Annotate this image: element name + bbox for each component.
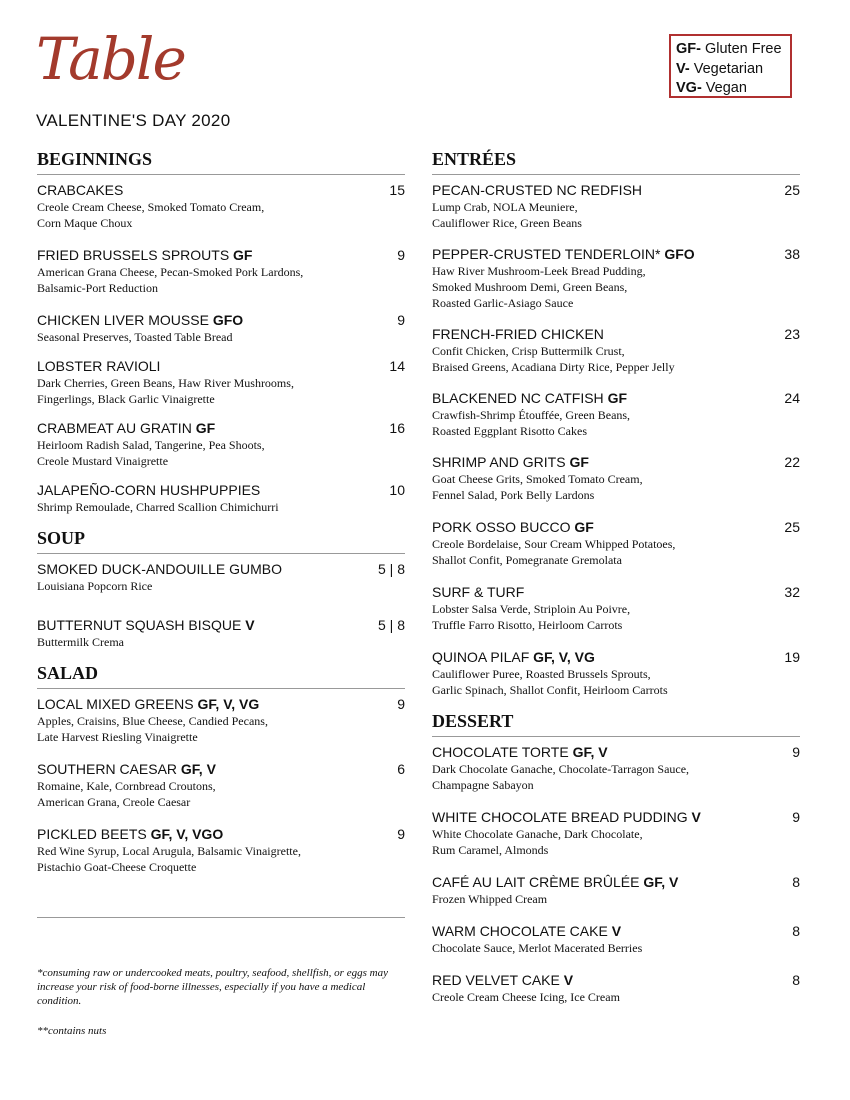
dish-description (432, 826, 800, 858)
dish-name-wrap (432, 325, 604, 343)
dish-description (37, 264, 405, 296)
dish-name: SMOKED DUCK-ANDOUILLE GUMBO (37, 561, 283, 577)
description-line: Braised Greens, Acadiana Dirty Rice, Pepper Jelly (432, 360, 675, 374)
menu-subtitle: VALENTINE'S DAY 2020 (36, 111, 231, 130)
dish-name-wrap (432, 922, 621, 940)
dietary-tags: GF (233, 247, 253, 263)
menu-item (37, 357, 405, 407)
dietary-tags: V (563, 972, 574, 988)
legend-row-v: V- Vegetarian (676, 60, 764, 77)
dietary-tags: GF, V (180, 761, 216, 777)
dietary-tags: GF, V, VG (197, 696, 260, 712)
dietary-tags: GF, V, VGO (150, 826, 224, 842)
dish-description (37, 329, 405, 345)
menu-item-header (432, 325, 800, 343)
menu-item-header (432, 453, 800, 471)
dish-price: 6 (397, 761, 405, 777)
section-title: BEGINNINGS (37, 148, 405, 175)
description-line: Cauliflower Puree, Roasted Brussels Sprouts, (432, 667, 651, 681)
description-line: Dark Cherries, Green Beans, Haw River Mushrooms, (37, 376, 294, 390)
menu-item (432, 808, 800, 858)
description-line: Romaine, Kale, Cornbread Croutons, (37, 779, 216, 793)
dish-name: WHITE CHOCOLATE BREAD PUDDING (432, 809, 688, 825)
dietary-tags: V (611, 923, 622, 939)
menu-item (432, 518, 800, 568)
dish-price: 32 (784, 584, 800, 600)
dish-name-wrap (37, 311, 243, 329)
menu-item-header (432, 808, 800, 826)
dish-price: 9 (792, 809, 800, 825)
dish-price: 19 (784, 649, 800, 665)
dish-name: PORK OSSO BUCCO (432, 519, 571, 535)
menu-section-salad (37, 662, 405, 875)
dish-name: CRABCAKES (37, 182, 124, 198)
dish-price: 10 (389, 482, 405, 498)
dish-price: 8 (792, 874, 800, 890)
description-line: Roasted Eggplant Risotto Cakes (432, 424, 587, 438)
dish-description (432, 989, 800, 1005)
description-line: Fennel Salad, Pork Belly Lardons (432, 488, 595, 502)
dish-name: QUINOA PILAF (432, 649, 530, 665)
dish-price: 25 (784, 519, 800, 535)
dish-name: CAFÉ AU LAIT CRÈME BRÛLÉE (432, 874, 640, 890)
dish-name: SURF & TURF (432, 584, 525, 600)
dish-price: 14 (389, 358, 405, 374)
dish-name: CHICKEN LIVER MOUSSE (37, 312, 209, 328)
dish-name: BUTTERNUT SQUASH BISQUE (37, 617, 242, 633)
dish-name-wrap (37, 419, 215, 437)
menu-item (432, 181, 800, 231)
menu-item (432, 325, 800, 375)
description-line: Rum Caramel, Almonds (432, 843, 549, 857)
dish-price: 5 | 8 (378, 617, 405, 633)
description-line: Smoked Mushroom Demi, Green Beans, (432, 280, 628, 294)
menu-item (37, 616, 405, 650)
dish-name: WARM CHOCOLATE CAKE (432, 923, 608, 939)
restaurant-logo: Table (36, 25, 185, 93)
dish-name: SHRIMP AND GRITS (432, 454, 566, 470)
description-line: Goat Cheese Grits, Smoked Tomato Cream, (432, 472, 643, 486)
menu-item-header (432, 873, 800, 891)
menu-item-header (37, 181, 405, 199)
description-line: Louisiana Popcorn Rice (37, 579, 153, 593)
dish-name: CRABMEAT AU GRATIN (37, 420, 192, 436)
menu-item-header (37, 560, 405, 578)
dish-name: BLACKENED NC CATFISH (432, 390, 604, 406)
description-line: Red Wine Syrup, Local Arugula, Balsamic Vinaigrette, (37, 844, 301, 858)
description-line: White Chocolate Ganache, Dark Chocolate, (432, 827, 643, 841)
dietary-tags: GFO (212, 312, 244, 328)
dish-name-wrap (432, 518, 594, 536)
menu-item (432, 971, 800, 1005)
dish-name-wrap (432, 389, 627, 407)
dish-price: 8 (792, 972, 800, 988)
dish-name-wrap (37, 695, 259, 713)
dietary-tags: GF (607, 390, 628, 406)
description-line: Frozen Whipped Cream (432, 892, 548, 906)
menu-item-header (37, 357, 405, 375)
dish-description (37, 437, 405, 469)
dietary-legend (669, 34, 792, 98)
dish-description (432, 407, 800, 439)
description-line: Shallot Confit, Pomegranate Gremolata (432, 553, 622, 567)
dish-name: SOUTHERN CAESAR (37, 761, 178, 777)
dish-price: 25 (784, 182, 800, 198)
dietary-tags: GF, V (643, 874, 679, 890)
description-line: Creole Mustard Vinaigrette (37, 454, 169, 468)
dish-description (432, 940, 800, 956)
menu-item (37, 560, 405, 594)
dish-name: LOBSTER RAVIOLI (37, 358, 161, 374)
menu-item-header (37, 419, 405, 437)
dish-price: 24 (784, 390, 800, 406)
dish-name-wrap (37, 760, 216, 778)
description-line: Creole Bordelaise, Sour Cream Whipped Potatoes, (432, 537, 676, 551)
menu-item (432, 583, 800, 633)
dish-name-wrap (37, 560, 282, 578)
dish-price: 9 (397, 696, 405, 712)
dish-description (432, 343, 800, 375)
dish-name-wrap (37, 357, 160, 375)
menu-item (37, 481, 405, 515)
nuts-footnote: **contains nuts (37, 1025, 107, 1037)
dish-name-wrap (37, 825, 223, 843)
menu-item (432, 743, 800, 793)
dish-name-wrap (432, 971, 573, 989)
dish-name: LOCAL MIXED GREENS (37, 696, 194, 712)
description-line: Cauliflower Rice, Green Beans (432, 216, 582, 230)
description-line: Creole Cream Cheese Icing, Ice Cream (432, 990, 620, 1004)
description-line: Dark Chocolate Ganache, Chocolate-Tarragon Sauce, (432, 762, 690, 776)
dish-name-wrap (432, 808, 701, 826)
dish-name-wrap (432, 453, 589, 471)
section-title: SOUP (37, 527, 405, 554)
menu-item-header (37, 311, 405, 329)
section-title: SALAD (37, 662, 405, 689)
description-line: Truffle Farro Risotto, Heirloom Carrots (432, 618, 623, 632)
description-line: Haw River Mushroom-Leek Bread Pudding, (432, 264, 646, 278)
menu-item (37, 760, 405, 810)
menu-item (432, 389, 800, 439)
description-line: American Grana, Creole Caesar (37, 795, 191, 809)
dish-name-wrap (432, 648, 595, 666)
menu-item-header (432, 518, 800, 536)
description-line: Roasted Garlic-Asiago Sauce (432, 296, 574, 310)
menu-item-header (37, 825, 405, 843)
dish-name: FRENCH-FRIED CHICKEN (432, 326, 604, 342)
menu-item-header (432, 583, 800, 601)
menu-item-header (37, 616, 405, 634)
dish-name-wrap (37, 181, 123, 199)
dish-name-wrap (37, 246, 253, 264)
menu-item (37, 825, 405, 875)
dish-description (37, 499, 405, 515)
dish-description (432, 666, 800, 698)
menu-item (37, 311, 405, 345)
dish-price: 23 (784, 326, 800, 342)
dish-description (432, 263, 800, 311)
menu-section-soup (37, 527, 405, 650)
raw-food-footnote: *consuming raw or undercooked meats, poultry, seafood, shellfish, or eggs may increase your risk of food-borne illnesses, especially if you have a medical condition. (37, 967, 388, 1007)
menu-item (37, 695, 405, 745)
description-line: Crawfish-Shrimp Étouffée, Green Beans, (432, 408, 631, 422)
dish-name-wrap (432, 743, 608, 761)
dish-name-wrap (432, 181, 642, 199)
section-title: DESSERT (432, 710, 800, 737)
dish-description (432, 891, 800, 907)
dish-price: 9 (397, 826, 405, 842)
dietary-tags: GF, V, VG (533, 649, 595, 665)
dish-name-wrap (37, 481, 260, 499)
menu-item-header (37, 246, 405, 264)
menu-item (432, 453, 800, 503)
dish-description (37, 578, 405, 594)
dietary-tags: GF, V (572, 744, 608, 760)
dietary-tags: V (691, 809, 701, 825)
dish-name: JALAPEÑO-CORN HUSHPUPPIES (37, 482, 261, 498)
dish-price: 5 | 8 (378, 561, 405, 577)
legend-row-vg: VG- Vegan (676, 80, 747, 96)
section-title: ENTRÉES (432, 148, 800, 175)
legend-row-gf: GF- Gluten Free (676, 41, 782, 57)
dish-price: 38 (784, 246, 800, 262)
description-line: Pistachio Goat-Cheese Croquette (37, 860, 197, 874)
menu-item-header (432, 648, 800, 666)
description-line: Late Harvest Riesling Vinaigrette (37, 730, 198, 744)
menu-item-header (432, 389, 800, 407)
dish-description (37, 843, 405, 875)
dish-name: FRIED BRUSSELS SPROUTS (37, 247, 230, 263)
dish-description (37, 778, 405, 810)
dish-price: 9 (397, 312, 405, 328)
menu-section-beginnings (37, 148, 405, 515)
description-line: Buttermilk Crema (37, 635, 124, 649)
dish-price: 8 (792, 923, 800, 939)
dietary-tags: GFO (664, 246, 695, 262)
dish-name: CHOCOLATE TORTE (432, 744, 569, 760)
menu-item-header (432, 922, 800, 940)
dish-price: 15 (389, 182, 405, 198)
menu-item-header (37, 481, 405, 499)
dish-name-wrap (432, 583, 524, 601)
description-line: Lump Crab, NOLA Meuniere, (432, 200, 578, 214)
dish-name-wrap (37, 616, 255, 634)
description-line: Chocolate Sauce, Merlot Macerated Berries (432, 941, 643, 955)
dish-description (37, 634, 405, 650)
description-line: Garlic Spinach, Shallot Confit, Heirloom Carrots (432, 683, 668, 697)
dish-description (432, 761, 800, 793)
dish-name-wrap (432, 873, 678, 891)
description-line: Apples, Craisins, Blue Cheese, Candied Pecans, (37, 714, 268, 728)
dish-name: PECAN-CRUSTED NC REDFISH (432, 182, 643, 198)
description-line: Lobster Salsa Verde, Striploin Au Poivre, (432, 602, 631, 616)
menu-item (37, 181, 405, 231)
dish-price: 9 (792, 744, 800, 760)
dish-price: 22 (784, 454, 800, 470)
description-line: American Grana Cheese, Pecan-Smoked Pork Lardons, (37, 265, 304, 279)
menu-item-header (432, 971, 800, 989)
dietary-tags: V (245, 617, 255, 633)
dish-description (432, 601, 800, 633)
dish-name: RED VELVET CAKE (432, 972, 560, 988)
description-line: Balsamic-Port Reduction (37, 281, 158, 295)
dish-name: PICKLED BEETS (37, 826, 147, 842)
dietary-tags: GF (569, 454, 589, 470)
menu-item-header (432, 743, 800, 761)
dish-description (432, 199, 800, 231)
description-line: Corn Maque Choux (37, 216, 133, 230)
menu-item (37, 246, 405, 296)
dietary-tags: GF (574, 519, 594, 535)
dish-description (432, 471, 800, 503)
dish-name-wrap (432, 245, 695, 263)
menu-item-header (432, 181, 800, 199)
description-line: Heirloom Radish Salad, Tangerine, Pea Shoots, (37, 438, 265, 452)
left-column (37, 148, 405, 875)
dish-description (432, 536, 800, 568)
menu-item-header (432, 245, 800, 263)
description-line: Champagne Sabayon (432, 778, 534, 792)
footer-divider (37, 917, 405, 918)
menu-item (37, 419, 405, 469)
description-line: Seasonal Preserves, Toasted Table Bread (37, 330, 233, 344)
dish-price: 16 (389, 420, 405, 436)
dish-description (37, 713, 405, 745)
menu-item (432, 245, 800, 311)
description-line: Confit Chicken, Crisp Buttermilk Crust, (432, 344, 625, 358)
menu-item (432, 648, 800, 698)
dietary-tags: GF (195, 420, 216, 436)
menu-item-header (37, 695, 405, 713)
menu-section-dessert (432, 710, 800, 1005)
menu-item (432, 922, 800, 956)
description-line: Shrimp Remoulade, Charred Scallion Chimichurri (37, 500, 279, 514)
menu-section-entr-es (432, 148, 800, 698)
dish-name: PEPPER-CRUSTED TENDERLOIN* (432, 246, 661, 262)
description-line: Creole Cream Cheese, Smoked Tomato Cream, (37, 200, 265, 214)
right-column (432, 148, 800, 1005)
dish-description (37, 375, 405, 407)
menu-item-header (37, 760, 405, 778)
description-line: Fingerlings, Black Garlic Vinaigrette (37, 392, 215, 406)
menu-item (432, 873, 800, 907)
dish-price: 9 (397, 247, 405, 263)
dish-description (37, 199, 405, 231)
